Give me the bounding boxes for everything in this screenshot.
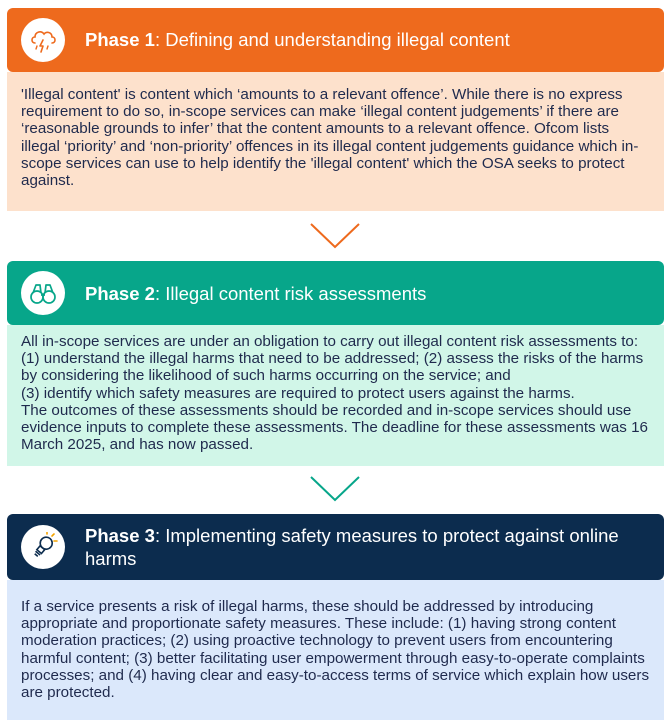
phase-2-body-line-2: (3) identify which safety measures are required to protect users against the harms.	[21, 384, 575, 402]
phase-3-body-text: If a service presents a risk of illegal harms, these should be addressed by introducing appropriate and proportionate safety measures. These include: (1) having strong content moderation practices; (2) using proactive technology to prevent users from encountering harmful content; (3) better facilitating user empowerment through easy-to-operate complaints processes; and (4) having clear and easy-to-access terms of service which explain how users are protected.	[21, 598, 650, 702]
phase-3-title	[85, 524, 634, 570]
storm-cloud-icon	[28, 25, 58, 55]
phase-1-header	[7, 8, 664, 72]
phase-1-title	[85, 28, 634, 51]
lightbulb-icon	[28, 532, 58, 562]
binoculars-icon	[28, 278, 58, 308]
phase-2-body	[7, 325, 664, 466]
phase-1-block	[7, 8, 664, 211]
phase-3-header	[7, 514, 664, 580]
phase-2-block	[7, 261, 664, 466]
phase-2-body-line-3: The outcomes of these assessments should be recorded and in-scope services should use evidence inputs to complete these assessments. The deadline for these assessments was 16 March 2025, and has now passed.	[21, 401, 648, 454]
phase-2-icon-badge	[21, 271, 65, 315]
phase-2-body-line-1: All in-scope services are under an obligation to carry out illegal content risk assessments to: (1) understand the illegal harms that need to be addressed; (2) assess the risks of the harms by considering the likelihood of such harms occurring on the service; and	[21, 333, 644, 385]
phase-1-label: Phase 1	[85, 29, 155, 50]
phase-2-title	[85, 282, 634, 305]
phase-3-block	[7, 514, 664, 720]
phase-3-icon-badge	[21, 525, 65, 569]
down-chevron-icon	[309, 222, 361, 250]
down-chevron-icon	[309, 475, 361, 503]
phase-1-body	[7, 72, 664, 211]
phase-1-icon-badge	[21, 18, 65, 62]
phase-1-body-text: 'Illegal content' is content which ‘amounts to a relevant offence’. While there is no express requirement to do so, in-scope services can make ‘illegal content judgements’ if there are ‘reasonable grounds to infer’ that the content amounts to a relevant offence. Ofcom lists illegal ‘priority’ and ‘non-priority’ offences in its illegal content judgements guidance which in-scope services can use to help identify the 'illegal content' which the OSA seeks to protect against.	[21, 86, 639, 190]
phase-3-body	[7, 580, 664, 720]
phase-2-label: Phase 2	[85, 283, 155, 304]
phase-2-header	[7, 261, 664, 325]
phase-3-title-text: : Implementing safety measures to protect against online harms	[85, 525, 619, 569]
phase-1-title-text: : Defining and understanding illegal content	[154, 29, 510, 50]
phase-3-label: Phase 3	[85, 525, 155, 546]
phase-2-title-text: : Illegal content risk assessments	[154, 283, 427, 304]
